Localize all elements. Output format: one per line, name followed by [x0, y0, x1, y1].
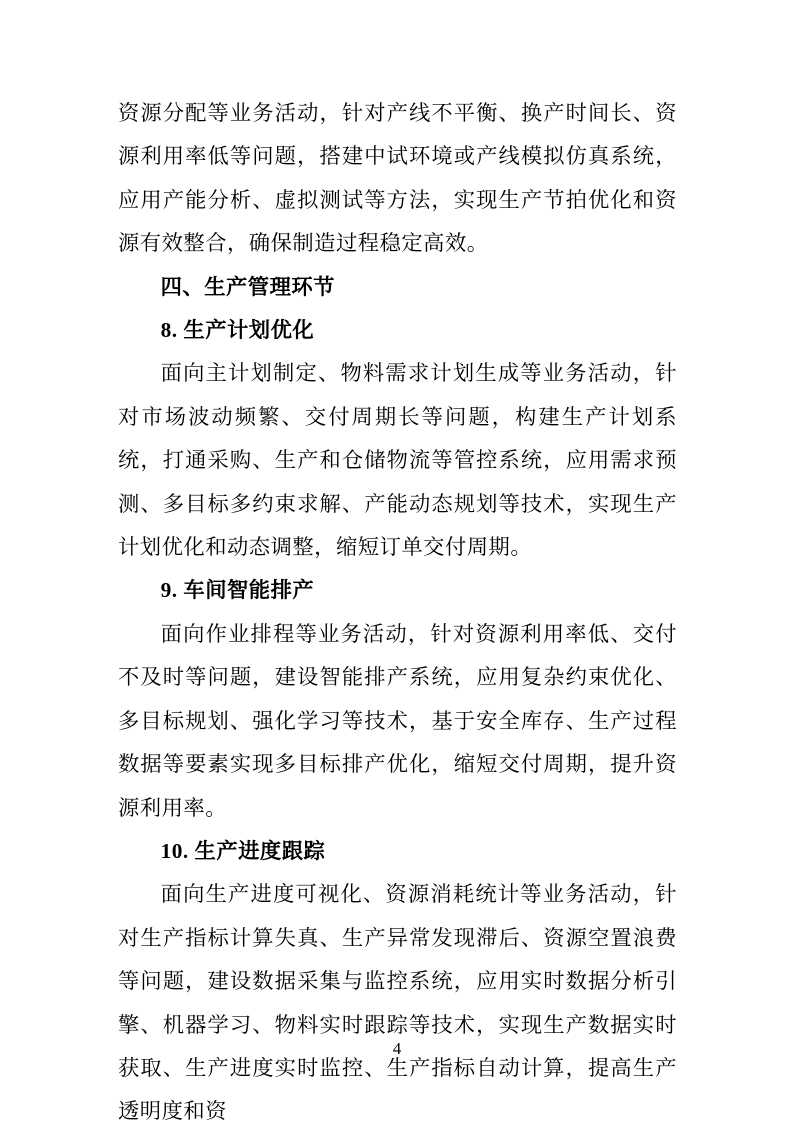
subsection-heading-9: 9. 车间智能排产	[160, 578, 315, 603]
paragraph-item10: 面向生产进度可视化、资源消耗统计等业务活动，针对生产指标计算失真、生产异常发现滞后、资源空置浪费等问题，建设数据采集与监控系统，应用实时数据分析引擎、机器学习、物料实时跟踪等技术，实现生产数据实时获取、生产进度实时监控、生产指标自动计算，提高生产透明度和资	[118, 882, 677, 1123]
subsection-heading-10: 10. 生产进度跟踪	[160, 838, 326, 863]
paragraph-continuation: 资源分配等业务活动，针对产线不平衡、换产时间长、资源利用率低等问题，搭建中试环境或产线模拟仿真系统，应用产能分析、虚拟测试等方法，实现生产节拍优化和资源有效整合，确保制造过程稳定高效。	[118, 101, 677, 256]
paragraph-item8: 面向主计划制定、物料需求计划生成等业务活动，针对市场波动频繁、交付周期长等问题，构建生产计划系统，打通采购、生产和仓储物流等管控系统，应用需求预测、多目标多约束求解、产能动态规划等技术，实现生产计划优化和动态调整，缩短订单交付周期。	[118, 361, 677, 560]
section-heading: 四、生产管理环节	[160, 274, 335, 299]
paragraph-item9: 面向作业排程等业务活动，针对资源利用率低、交付不及时等问题，建设智能排产系统，应用复杂约束优化、多目标规划、强化学习等技术，基于安全库存、生产过程数据等要素实现多目标排产优化，缩短交付周期，提升资源利用率。	[118, 621, 677, 820]
page-number: 4	[392, 1039, 402, 1058]
subsection-heading-8: 8. 生产计划优化	[160, 318, 315, 343]
text-block	[118, 92, 677, 1123]
